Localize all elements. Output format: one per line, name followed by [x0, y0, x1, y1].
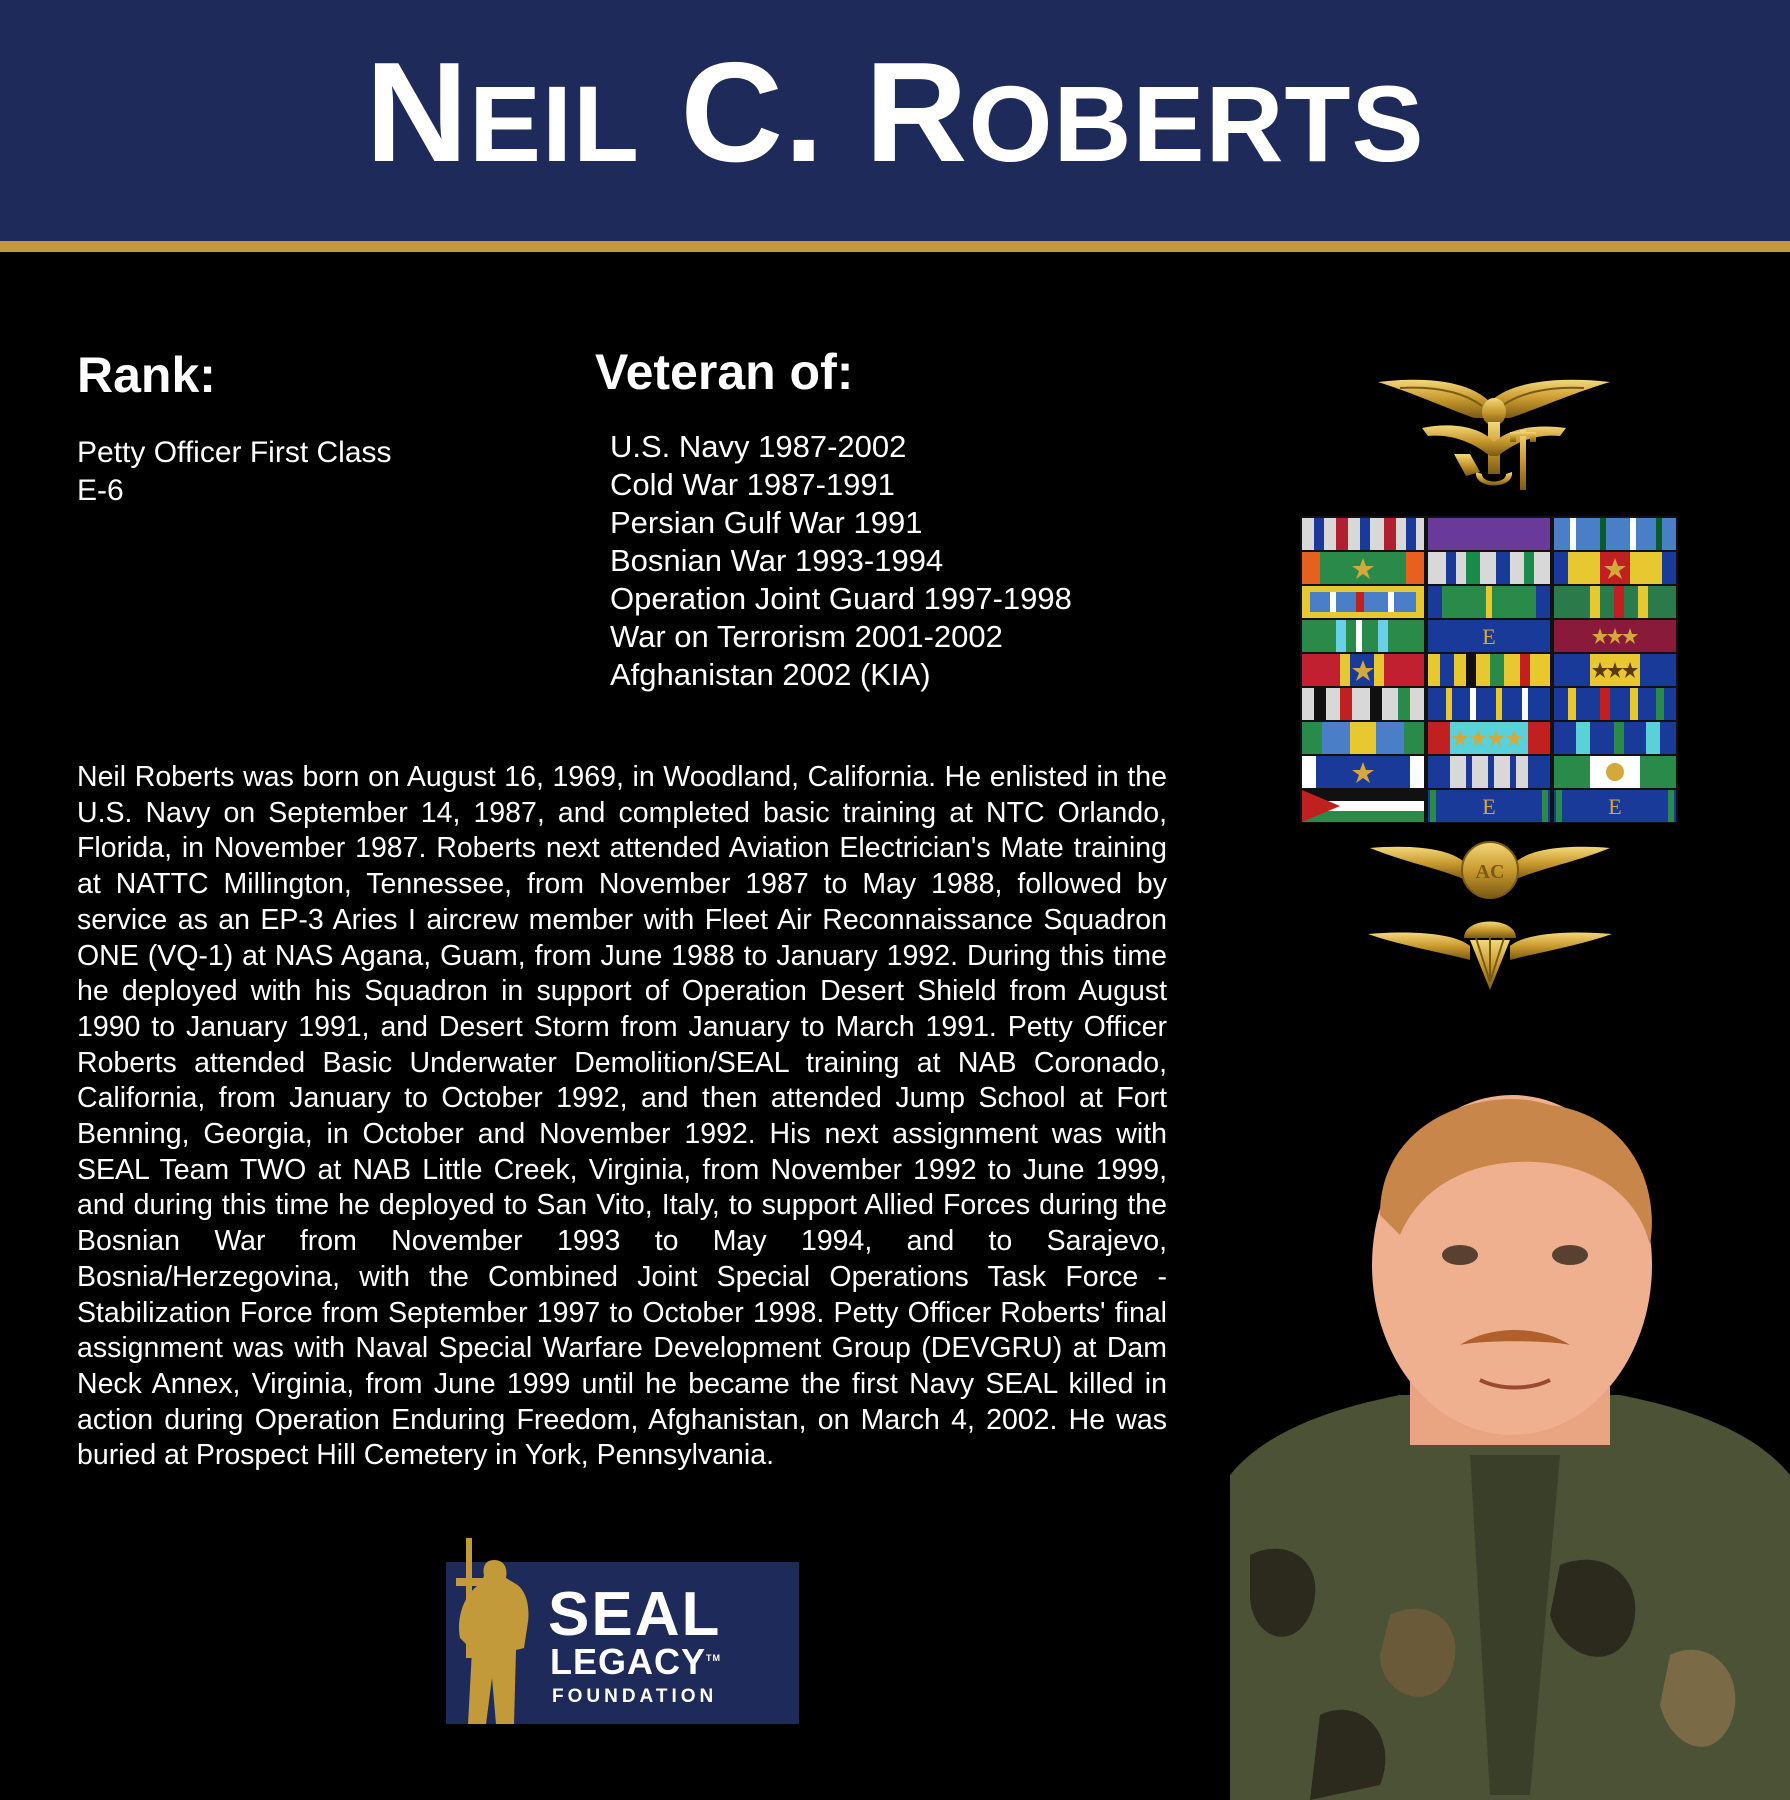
veteran-item: War on Terrorism 2001-2002 — [610, 619, 1003, 654]
veteran-heading: Veteran of: — [595, 344, 854, 400]
aircrew-wings-insignia — [1368, 838, 1612, 906]
ribbon-row — [1302, 518, 1676, 550]
veteran-item: Bosnian War 1993-1994 — [610, 543, 944, 578]
portrait-photo — [1230, 1095, 1790, 1800]
rank-title: Petty Officer First Class — [77, 436, 392, 469]
veteran-list — [610, 428, 1072, 694]
soldier-silhouette-icon — [446, 1538, 546, 1724]
ribbon-letter: E — [1482, 794, 1496, 819]
veteran-item: Persian Gulf War 1991 — [610, 505, 923, 540]
ribbon-letter: E — [1482, 624, 1496, 649]
logo-line-seal: SEAL — [548, 1580, 722, 1649]
rank-info — [77, 434, 392, 510]
veteran-item: Cold War 1987-1991 — [610, 467, 895, 502]
seal-trident-insignia — [1370, 372, 1616, 500]
veteran-item: U.S. Navy 1987-2002 — [610, 429, 907, 464]
logo-line-foundation: FOUNDATION — [552, 1686, 718, 1707]
rank-grade: E-6 — [77, 474, 124, 507]
veteran-item: Afghanistan 2002 (KIA) — [610, 657, 931, 692]
rank-heading: Rank: — [77, 347, 216, 403]
ribbon-rack — [1300, 516, 1678, 823]
ribbon-letter: E — [1608, 794, 1622, 819]
veteran-item: Operation Joint Guard 1997-1998 — [610, 581, 1072, 616]
biography-text: Neil Roberts was born on August 16, 1969, in Woodland, California. He enlisted in the U.S. Navy on September 14, 1987, and completed basic training at NTC Orlando, Florida, in November 1987. Roberts next attended Aviation Electrician's Mate training at NATTC Millington, Tennessee, from November 1987 to May 1988, followed by service as an EP-3 Aries I aircrew member with Fleet Air Reconnaissance Squadron ONE (VQ-1) at NAS Agana, Guam, from June 1988 to January 1992. During this time he deployed with his Squadron in support of Operation Desert Shield from August 1990 to January 1991, and Desert Storm from January to March 1991. Petty Officer Roberts attended Basic Underwater Demolition/SEAL training at NAB Coronado, California, from January to October 1992, and then attended Jump School at Fort Benning, Georgia, in October and November 1992. His next assignment was with SEAL Team TWO at NAB Little Creek, Virginia, from November 1992 to June 1999, and during this time he deployed to San Vito, Italy, to support Allied Forces during the Bosnian War from November 1993 to May 1994, and to Sarajevo, Bosnia/Herzegovina, with the Combined Joint Special Operations Task Force - Stabilization Force from September 1997 to October 1998. Petty Officer Roberts' final assignment was with Naval Special Warfare Development Group (DEVGRU) at Dam Neck Annex, Virginia, from June 1999 until he became the first Navy SEAL killed in action during Operation Enduring Freedom, Afghanistan, on March 4, 2002. He was buried at Prospect Hill Cemetery in York, Pennsylvania. — [77, 761, 1167, 1472]
logo-line-legacy: LEGACY™ — [550, 1641, 722, 1682]
seal-legacy-foundation-logo — [446, 1562, 799, 1724]
wings-letters: AC — [1475, 861, 1505, 883]
parachutist-wings-insignia — [1366, 912, 1614, 994]
banner-gold-rule — [0, 241, 1790, 252]
page-title: NEIL C. ROBERTS — [365, 33, 1425, 192]
